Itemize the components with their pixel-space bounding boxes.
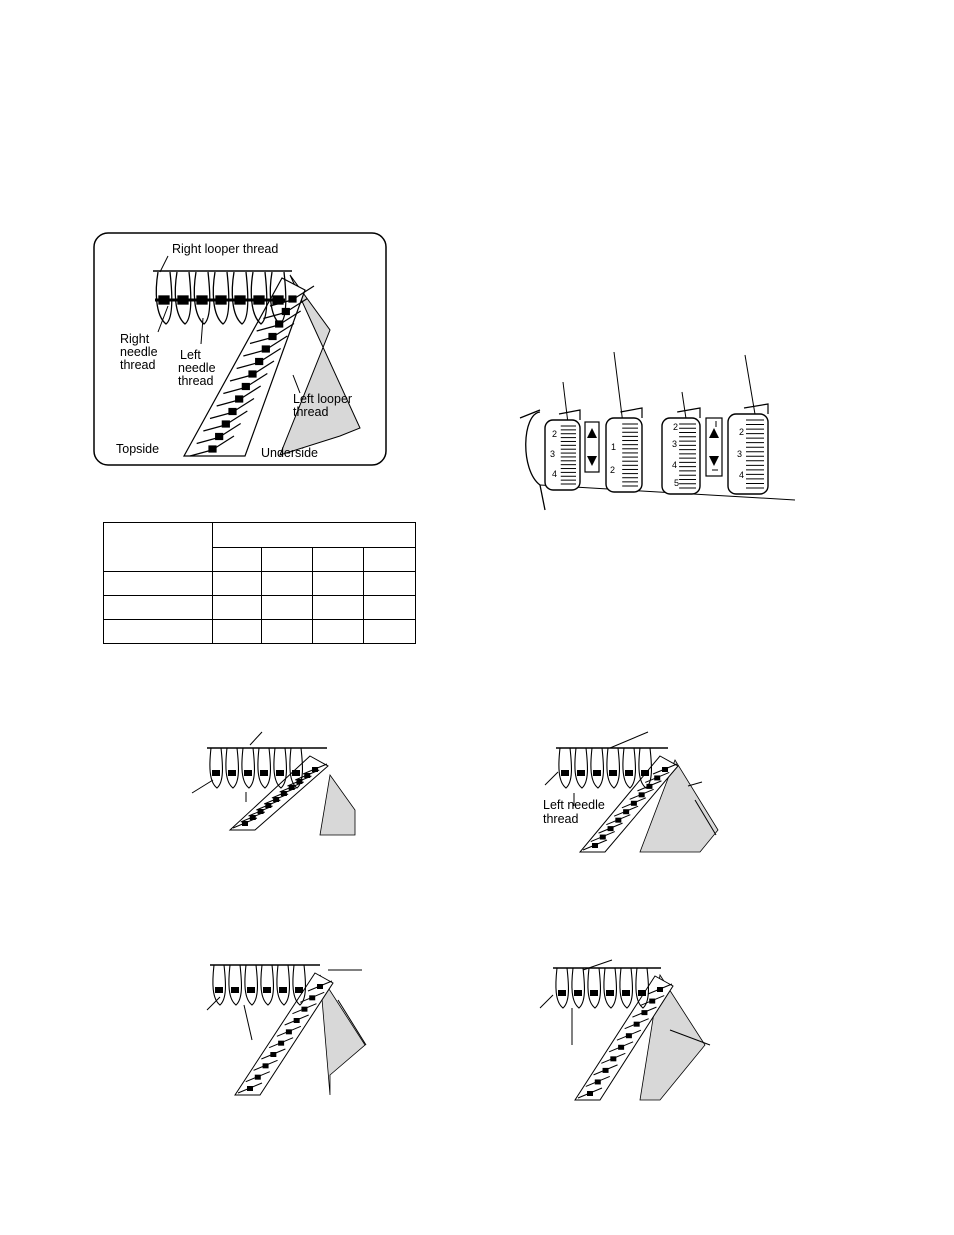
label-left-needle-1: Left (180, 348, 201, 362)
example2-label-2: thread (543, 812, 579, 826)
label-right-needle-1: Right (120, 332, 150, 346)
dial2-num-a: 1 (611, 442, 617, 452)
dial1-num-c: 4 (552, 469, 558, 479)
dial3-num-c: 4 (672, 460, 678, 470)
label-left-looper-1: Left looper (293, 392, 353, 406)
label-right-needle-2: needle (120, 345, 158, 359)
dial3-num-a: 2 (673, 422, 679, 432)
dial3-num-b: 3 (672, 439, 678, 449)
dial2-num-b: 2 (610, 465, 616, 475)
label-right-needle-3: thread (120, 358, 156, 372)
label-underside: Underside (261, 446, 318, 460)
dial4-num-c: 4 (739, 470, 745, 480)
label-left-looper-2: thread (293, 405, 329, 419)
label-left-needle-3: thread (178, 374, 214, 388)
dial4-num-b: 3 (737, 449, 743, 459)
label-left-needle-2: needle (178, 361, 216, 375)
dial1-num-b: 3 (550, 449, 556, 459)
label-right-looper: Right looper thread (172, 242, 279, 256)
label-topside: Topside (116, 442, 160, 456)
example2-label-1: Left needle (543, 798, 605, 812)
dial3-num-d: 5 (674, 478, 680, 488)
dial1-num-a: 2 (552, 429, 558, 439)
dial4-num-a: 2 (739, 427, 745, 437)
